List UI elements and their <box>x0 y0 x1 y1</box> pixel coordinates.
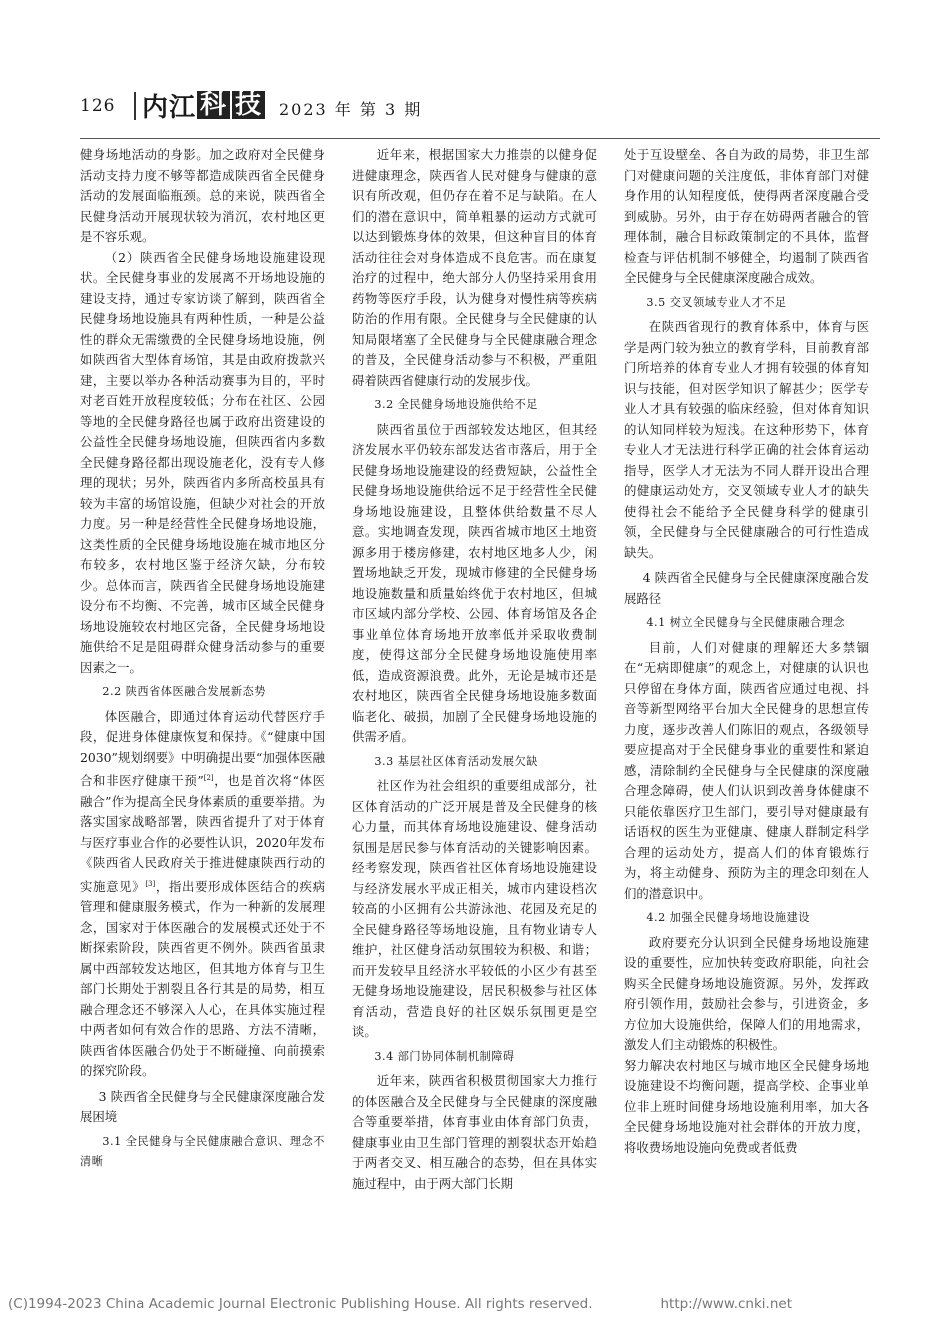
issue-label: 2023 年 第 3 期 <box>279 100 423 119</box>
column-middle <box>352 145 597 1194</box>
header-rule <box>80 138 880 139</box>
copyright-notice: (C)1994-2023 China Academic Journal Electronic Publishing House. All rights reserved. <box>8 1296 593 1312</box>
page-header <box>80 90 880 126</box>
section-heading-3: 3 陕西省全民健身与全民健康深度融合发展困境 <box>80 1088 325 1125</box>
section-heading-3-2: 3.2 全民健身场地设施供给不足 <box>374 398 538 411</box>
journal-logo-char-1: 内 <box>142 92 170 123</box>
paragraph <box>80 707 325 1082</box>
paragraph: 在陕西省现行的教育体系中，体育与医学是两门较为独立的教育学科，目前教育部门所培养的体育专业人才拥有较强的体育知识与技能，但对医学知识了解甚少；医学专业人才具有较强的临床经验，但对体育知识的认知同样较为短浅。在这种形势下，体育专业人才无法进行科学正确的社会体育运动指导，医学人才无法为不同人群开设出合理的健康运动处方，交叉领域专业人才的缺失使得社会不能给予全民健身科学的健康引领，全民健身与全民健康融合的可行性造成缺失。 <box>624 319 869 560</box>
page-number: 126 <box>80 96 116 116</box>
section-heading-3-4: 3.4 部门协同体制机制障碍 <box>374 1049 515 1063</box>
website-link[interactable]: http://www.cnki.net <box>660 1296 792 1312</box>
paragraph: 陕西省虽位于西部较发达地区，但其经济发展水平仍较东部发达省市落后，用于全民健身场地设施建设的经费短缺，公益性全民健身场地设施供给远不足于经营性全民健身场地设施建设，且整体供给数量不尽人意。实地调查发现，陕西省城市地区土地资源多用于楼房修建，农村地区地多人少，闲置场地缺乏开发，现城市修建的全民健身场地设施数量和质量始终优于农村地区，但城市区域内部分学校、公园、体育场馆及各企事业单位体育场地开放率低并采取收费制度，使得这部分全民健身场地设施使用率低，造成资源浪费。此外，无论是城市还是农村地区，陕西省全民健身场地设施多数面临老化、破损，加剧了全民健身场地设施的供需矛盾。 <box>352 421 597 744</box>
paragraph: （2）陕西省全民健身场地设施建设现状。全民健身事业的发展离不开场地设施的建设支持，通过专家访谈了解到，陕西省全民健身场地设施具有两种性质，一种是公益性的群众无需缴费的全民健身场地设施，例如陕西省大型体育场馆，其是由政府拨款兴建，主要以举办各种活动赛事为目的，平时对老百姓开放程度较低；分布在社区、公园等地的全民健身路径也属于政府出资建设的公益性全民健身场地设施，但陕西省内多数全民健身路径都出现设施老化，没有专人修理的现状；另外，陕西省内多所高校虽具有较为丰富的场馆设施，但缺少对社会的开放力度。另一种是经营性全民健身场地设施，这类性质的全民健身场地设施在城市地区分布较多，农村地区鉴于经济欠缺，分布较少。总体而言，陕西省全民健身场地设施建设分布不均衡、不完善，城市区域全民健身场地设施较农村地区完备，全民健身场地设施供给不足是阻碍群众健身活动参与的重要因素之一。 <box>80 249 325 675</box>
column-right <box>624 145 869 1158</box>
column-left <box>80 145 325 1177</box>
paragraph: 近年来，陕西省积极贯彻国家大力推行的体医融合及全民健身与全民健康的深度融合等重要举措，体育事业由体育部门负责，健康事业由卫生部门管理的割裂状态开始趋于两者交叉、相互融合的态势，但在具体实施过程中，由于两大部门长期 <box>352 1073 597 1191</box>
citation-ref: [3] <box>145 879 156 888</box>
paragraph: 努力解决农村地区与城市地区全民健身场地设施建设不均衡问题，提高学校、企事业单位非上班时间健身场地设施利用率，加大各全民健身场地设施对社会群体的开放力度，将收费场地设施向免费或者低费 <box>624 1057 869 1155</box>
citation-ref: [2] <box>203 774 214 782</box>
section-heading-4-1: 4.1 树立全民健身与全民健康融合理念 <box>646 616 846 629</box>
text-run: 体医融合，即通过体育运动代替医疗手段，促进身体健康恢复和保持。《“健康中国 2030”规划纲要》中明确提出要“加强体医融合和非医疗健康干预” <box>80 708 325 789</box>
journal-logo-char-4: 技 <box>232 91 265 119</box>
paragraph: 目前，人们对健康的理解还大多禁锢在“无病即健康”的观念上，对健康的认识也只停留在身体方面，陕西省应通过电视、抖音等新型网络平台加大全民健身的思想宣传力度，逐步改善人们陈旧的观点，各级领导要应提高对于全民健身事业的重要性和紧迫感，清除制约全民健身与全民健康的深度融合理念障碍，使人们认识到改善身体健康不只能依靠医疗卫生部门，要引导对健康最有话语权的医生为亚健康、健康人群制定科学合理的运动处方，提高人们的体育锻炼行为，将主动健身、预防为主的理念印刻在人们的潜意识中。 <box>624 639 869 901</box>
section-heading-3-3: 3.3 基层社区体育活动发展欠缺 <box>374 754 538 768</box>
section-heading-4-2: 4.2 加强全民健身场地设施建设 <box>646 911 810 924</box>
paragraph: 处于互设壁垒、各自为政的局势，非卫生部门对健康问题的关注度低，非体育部门对健身作用的认知程度低，使得两者深度融合受到威胁。另外，由于存在妨碍两者融合的管理体制，融合目标政策制定的不具体，监督检查与评估机制不够健全，均遏制了陕西省全民健身与全民健康深度融合成效。 <box>624 147 869 285</box>
journal-logo-char-3: 科 <box>197 91 230 119</box>
paragraph: 近年来，根据国家大力推崇的以健身促进健康理念，陕西省人民对健身与健康的意识有所改观，但仍存在着不足与缺陷。在人们的潜在意识中，简单粗暴的运动方式就可以达到锻炼身体的效果，但这种盲目的体育活动往往会对身体造成不良危害。而在康复治疗的过程中，绝大部分人仍坚持采用食用药物等医疗手段，认为健身对慢性病等疾病防治的作用有限。全民健身与全民健康的认知局限堵塞了全民健身与全民健康融合理念的普及，全民健身活动参与不积极，严重阻碍着陕西省健康行动的发展步伐。 <box>352 147 597 388</box>
section-heading-3-1: 3.1 全民健身与全民健康融合意识、理念不清晰 <box>80 1134 325 1169</box>
paragraph: 健身场地活动的身影。加之政府对全民健身活动支持力度不够等都造成陕西省全民健身活动的发展面临瓶颈。总的来说，陕西省全民健身活动开展现状较为消沉，农村地区更是不容乐观。 <box>80 147 325 244</box>
journal-logo-char-2: 江 <box>169 92 197 123</box>
section-heading-3-5: 3.5 交叉领域专业人才不足 <box>646 295 787 309</box>
journal-logo <box>142 90 266 123</box>
paragraph: 政府要充分认识到全民健身场地设施建设的重要性，应加快转变政府职能，向社会购买全民健身场地设施资源。另外，发挥政府引领作用，鼓励社会参与，引进资金，多方位加大设施供给，保障人们的用地需求，激发人们主动锻炼的积极性。 <box>624 934 869 1052</box>
header-divider <box>134 92 136 120</box>
text-run: ，指出要形成体医结合的疾病管理和健康服务模式，作为一种新的发展理念，国家对于体医融合的发展模式还处于不断探索阶段，陕西省更不例外。陕西省虽隶属中西部较发达地区，但其地方体育与卫生部门长期处于割裂且各行其是的局势，相互融合理念还不够深入人心，在具体实施过程中两者如何有效合作的思路、方法不清晰，陕西省体医融合仍处于不断碰撞、向前摸索的探究阶段。 <box>80 878 326 1079</box>
section-heading-2-2: 2.2 陕西省体医融合发展新态势 <box>102 685 266 698</box>
text-run: ，也是首次将“体医融合”作为提高全民身体素质的重要举措。为落实国家战略部署，陕西省提升了对于体育与医疗事业合作的必要性认识，2020年发布《陕西省人民政府关于推进健康陕西行动的实施意见》 <box>80 773 325 894</box>
paragraph: 社区作为社会组织的重要组成部分，社区体育活动的广泛开展是普及全民健身的核心力量，而其体育场地设施建设、健身活动氛围是居民参与体育活动的关键影响因素。经考察发现，陕西省社区体育场地设施建设与经济发展水平成正相关，城市内建设档次较高的小区拥有公共游泳池、花园及充足的全民健身路径等场地设施，且有物业请专人维护，社区健身活动氛围较为积极、和谐；而开发较早且经济水平较低的小区少有甚至无健身场地设施建设，居民积极参与社区体育活动，营造良好的社区娱乐氛围更是空谈。 <box>352 778 597 1039</box>
section-heading-4: 4 陕西省全民健身与全民健康深度融合发展路径 <box>624 570 869 606</box>
